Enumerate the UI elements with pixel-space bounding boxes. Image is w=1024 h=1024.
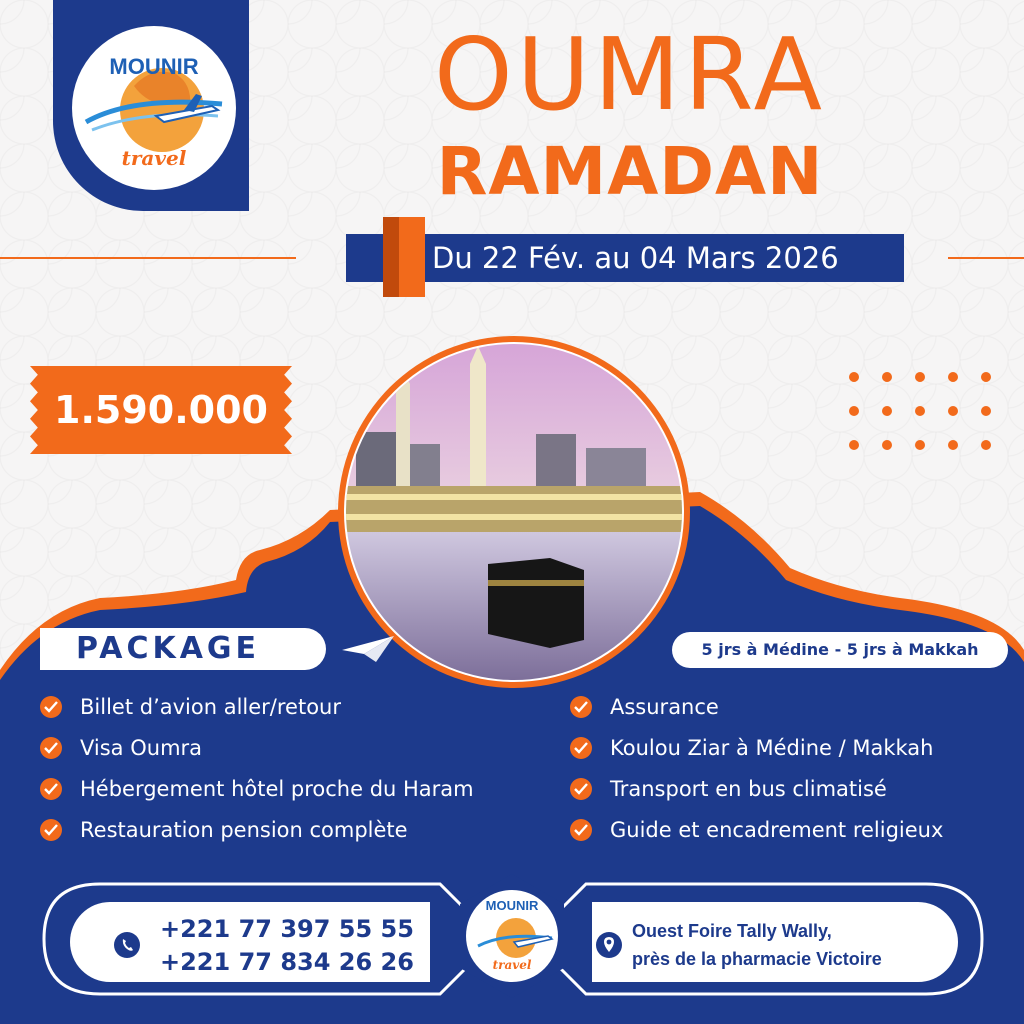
divider-right: [948, 257, 1024, 259]
package-label: PACKAGE: [76, 631, 261, 666]
list-item-label: Hébergement hôtel proche du Haram: [80, 777, 474, 801]
check-icon: [40, 696, 62, 718]
location-pin-icon: [596, 932, 622, 958]
decorative-dots: [849, 372, 999, 452]
stay-duration: 5 jrs à Médine - 5 jrs à Makkah: [701, 640, 979, 659]
address-line-1: Ouest Foire Tally Wally,: [632, 921, 832, 941]
list-item-label: Guide et encadrement religieux: [610, 818, 944, 842]
check-icon: [40, 737, 62, 759]
center-logo-name-bottom: travel: [492, 958, 532, 972]
check-icon: [570, 696, 592, 718]
date-range: Du 22 Fév. au 04 Mars 2026: [432, 241, 839, 275]
phone-number-2[interactable]: +221 77 834 26 26: [160, 948, 414, 976]
price-value: 1.590.000: [54, 388, 268, 432]
divider-left: [0, 257, 296, 259]
check-icon: [40, 819, 62, 841]
address-line-2: près de la pharmacie Victoire: [632, 949, 882, 969]
check-icon: [570, 737, 592, 759]
title-line2: RAMADAN: [436, 133, 824, 210]
list-item-label: Assurance: [610, 695, 719, 719]
check-icon: [570, 819, 592, 841]
date-accent-shade: [383, 217, 399, 297]
list-item-label: Restauration pension complète: [80, 818, 408, 842]
check-icon: [570, 778, 592, 800]
brand-name-bottom: travel: [121, 146, 187, 170]
center-logo-badge: [456, 872, 568, 1000]
center-logo-name-top: MOUNIR: [485, 898, 539, 913]
check-icon: [40, 778, 62, 800]
list-item-label: Billet d’avion aller/retour: [80, 695, 341, 719]
list-item-label: Transport en bus climatisé: [610, 777, 887, 801]
paper-plane-icon: [338, 628, 398, 668]
list-item-label: Koulou Ziar à Médine / Makkah: [610, 736, 934, 760]
phone-number-1[interactable]: +221 77 397 55 55: [160, 915, 414, 943]
phone-icon: [114, 932, 140, 958]
brand-name-top: MOUNIR: [109, 54, 199, 79]
list-item-label: Visa Oumra: [80, 736, 203, 760]
title-line1: OUMRA: [433, 16, 827, 133]
